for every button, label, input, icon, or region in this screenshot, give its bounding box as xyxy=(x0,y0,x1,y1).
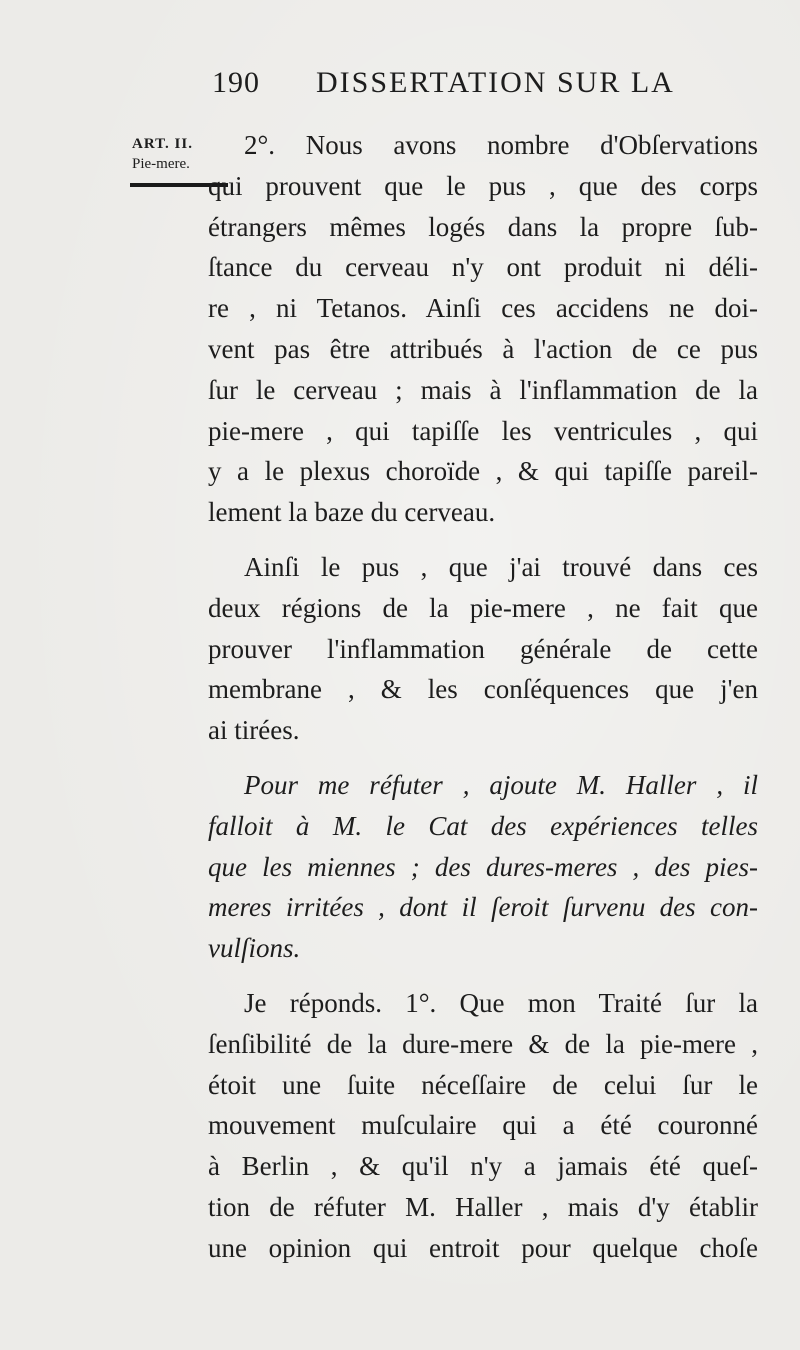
paragraph-2 xyxy=(208,547,758,751)
paragraph-4 xyxy=(208,983,758,1269)
text-line: re , ni Tetanos. Ainſi ces accidens ne doi- xyxy=(208,293,758,324)
text-line: 2°. Nous avons nombre d'Obſervations xyxy=(244,130,758,160)
text-line: pie-mere , qui tapiſſe les ventricules , qui xyxy=(208,415,758,446)
text-line: que les miennes ; des dures-meres , des pies- xyxy=(208,851,758,882)
text-line: membrane , & les conſéquences que j'en xyxy=(208,674,758,705)
text-line: deux régions de la pie-mere , ne fait que xyxy=(208,592,758,623)
text-line: prouver l'inflammation générale de cette xyxy=(208,633,758,664)
text-line: Je réponds. 1°. Que mon Traité ſur la xyxy=(244,987,758,1018)
paragraph-1 xyxy=(208,125,758,533)
text-line: tion de réfuter M. Haller , mais d'y établir xyxy=(208,1191,758,1222)
text-line: ai tirées. xyxy=(208,715,300,746)
text-line: une opinion qui entroit pour quelque choſe xyxy=(208,1232,758,1263)
text-line: ſtance du cerveau n'y ont produit ni déli- xyxy=(208,252,758,283)
text-line: y a le plexus choroïde , & qui tapiſſe pareil- xyxy=(208,456,758,487)
paragraph-gap xyxy=(208,751,758,765)
paragraph-3-quotation xyxy=(208,765,758,969)
text-line: qui prouvent que le pus , que des corps xyxy=(208,170,758,201)
body-text xyxy=(208,125,758,1269)
text-line: ſenſibilité de la dure-mere & de la pie-mere , xyxy=(208,1028,758,1059)
text-line: vulſions. xyxy=(208,933,301,964)
text-line: ſur le cerveau ; mais à l'inflammation de la xyxy=(208,374,758,405)
page-number: 190 xyxy=(212,66,260,99)
page-header xyxy=(212,66,692,106)
text-line: vent pas être attribués à l'action de ce pus xyxy=(208,333,758,364)
text-line: Pour me réfuter , ajoute M. Haller , il xyxy=(244,769,758,800)
margin-note-subject: Pie-mere. xyxy=(132,156,190,172)
text-line: falloit à M. le Cat des expériences telles xyxy=(208,810,758,841)
margin-note-article: ART. II. xyxy=(132,136,193,152)
text-line: mouvement muſculaire qui a été couronné xyxy=(208,1110,758,1141)
text-line: meres irritées , dont il ſeroit ſurvenu des con- xyxy=(208,892,758,923)
text-line: étrangers mêmes logés dans la propre ſub- xyxy=(208,211,758,242)
running-title: DISSERTATION SUR LA xyxy=(316,66,675,99)
text-line: étoit une ſuite néceſſaire de celui ſur le xyxy=(208,1069,758,1100)
paragraph-gap xyxy=(208,533,758,547)
text-line: lement la baze du cerveau. xyxy=(208,497,496,528)
paragraph-gap xyxy=(208,969,758,983)
text-line: à Berlin , & qu'il n'y a jamais été queſ- xyxy=(208,1151,758,1182)
text-line: Ainſi le pus , que j'ai trouvé dans ces xyxy=(244,551,758,582)
